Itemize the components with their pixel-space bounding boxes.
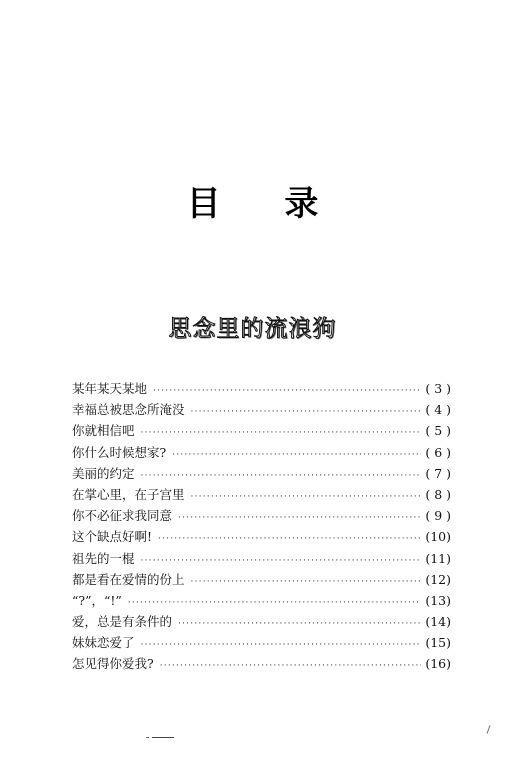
toc-entry	[72, 526, 451, 547]
toc-entry-title: 你不必征求我同意	[72, 508, 173, 524]
toc-entry-title: 幸福总被思念所淹没	[72, 402, 185, 418]
toc-leader-dots	[191, 572, 421, 593]
toc-entry	[72, 399, 451, 420]
toc-entry-title: 某年某天某地	[72, 381, 148, 396]
section-title: 思念里的流浪狗	[168, 316, 337, 342]
toc-entry-title: 妹妹恋爱了	[72, 635, 135, 651]
toc-leader-dots	[191, 487, 421, 508]
toc-entry	[72, 632, 451, 653]
toc-leader-dots	[141, 423, 421, 444]
page-title: 目 录	[186, 184, 345, 224]
toc-entry-page: (10)	[425, 529, 451, 545]
toc-leader-dots	[160, 656, 421, 677]
toc-entry-page: ( 6 )	[425, 444, 451, 460]
toc-entry	[72, 653, 451, 674]
toc-entry	[72, 548, 451, 569]
toc-entry-page: ( 9 )	[425, 508, 451, 524]
toc-entry-page: (15)	[425, 635, 451, 651]
toc-entry	[72, 484, 451, 505]
toc-entry-page: (12)	[425, 571, 451, 587]
toc-entry-page: (16)	[425, 656, 451, 672]
toc-entry-page: ( 5 )	[425, 423, 451, 439]
toc-entry	[72, 442, 451, 463]
toc-entry	[72, 611, 451, 632]
toc-entry-page: (11)	[425, 550, 451, 566]
table-of-contents	[72, 378, 451, 675]
toc-entry-title: 你就相信吧	[72, 423, 135, 439]
toc-entry-title: 这个缺点好啊!	[72, 529, 153, 545]
toc-leader-dots	[178, 508, 421, 529]
toc-entry-title: 祖先的一棍	[72, 550, 135, 566]
toc-leader-dots	[153, 381, 421, 402]
toc-entry-title: 都是看在爱情的份上	[72, 571, 185, 587]
toc-entry-title: 你什么时候想家?	[72, 444, 167, 460]
toc-entry-page: ( 3 )	[425, 381, 451, 396]
toc-leader-dots	[191, 402, 421, 423]
toc-entry	[72, 590, 451, 611]
toc-entry-page: (14)	[425, 614, 451, 630]
toc-entry-title: 在掌心里，在子宫里	[72, 486, 185, 502]
toc-entry-page: ( 7 )	[425, 465, 451, 481]
toc-entry-page: ( 4 )	[425, 402, 451, 418]
toc-leader-dots	[178, 614, 421, 635]
toc-entry-title: “?”，“!”	[72, 592, 122, 608]
toc-leader-dots	[141, 635, 421, 656]
toc-leader-dots	[158, 529, 421, 550]
toc-entry	[72, 378, 451, 399]
toc-entry	[72, 569, 451, 590]
scan-artifact-tick	[486, 725, 490, 734]
toc-entry-title: 爱，总是有条件的	[72, 614, 173, 630]
toc-entry	[72, 463, 451, 484]
toc-entry	[72, 420, 451, 441]
scan-artifact-mark	[152, 737, 174, 738]
toc-entry-title: 美丽的约定	[72, 465, 135, 481]
toc-entry-page: (13)	[425, 592, 451, 608]
toc-leader-dots	[172, 445, 421, 466]
toc-entry-title: 怎见得你爱我?	[72, 656, 154, 672]
toc-entry-page: ( 8 )	[425, 486, 451, 502]
toc-entry	[72, 505, 451, 526]
